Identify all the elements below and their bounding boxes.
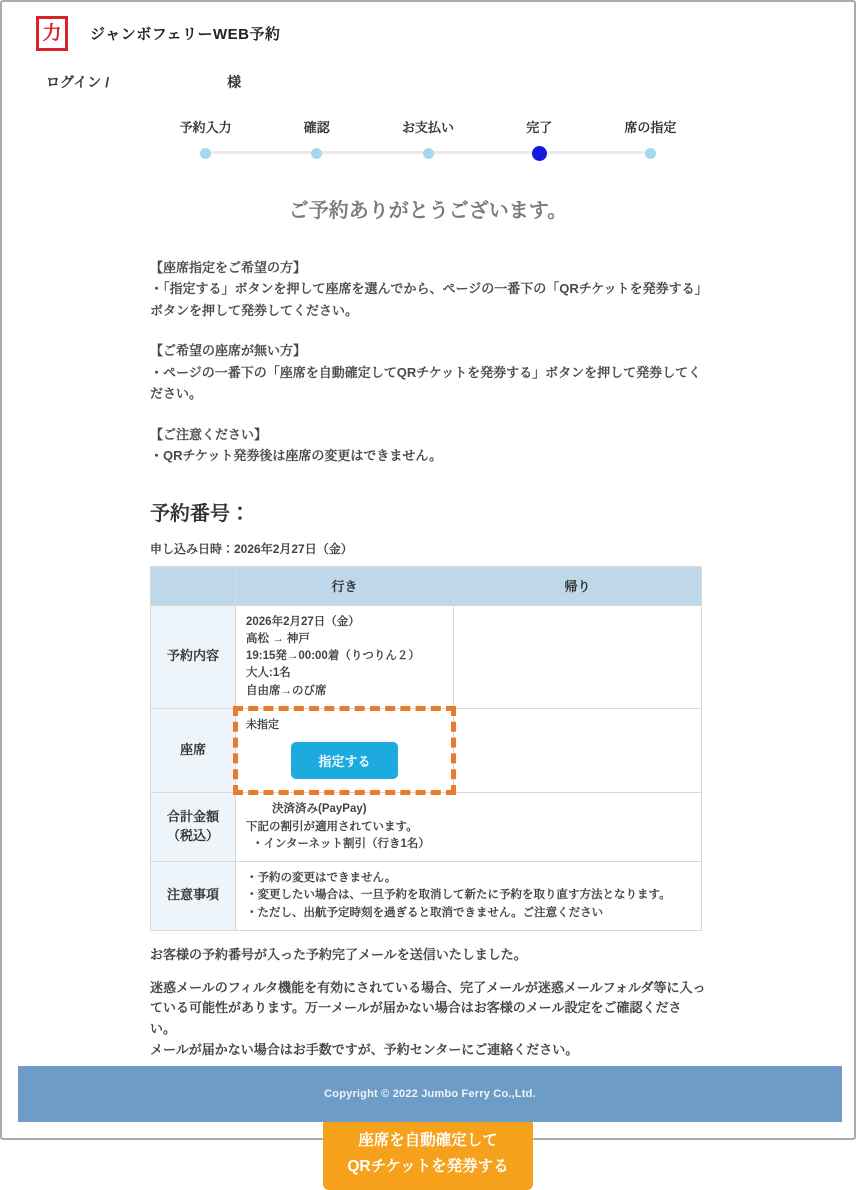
notes-cell (236, 862, 702, 931)
step-label: 予約入力 (179, 120, 232, 135)
instruction-no-seat (150, 340, 706, 404)
discount-note: 下記の割引が適用されています。 (246, 820, 418, 833)
total-label-line1: 合計金額 (166, 809, 219, 825)
seat-return-cell (454, 708, 702, 793)
step-label: お支払い (402, 120, 455, 135)
step-dot (645, 148, 656, 159)
app-title: ジャンボフェリーWEB予約 (90, 26, 281, 43)
jumbo-ferry-logo-icon (36, 16, 68, 51)
instruction-seat-select (150, 257, 706, 321)
row-label-details: 予約内容 (151, 605, 236, 708)
login-link[interactable]: ログイン / (46, 74, 110, 90)
auto-confirm-line1: 座席を自動確定して (358, 1131, 498, 1149)
spam-note-line2: メールが届かない場合はお手数ですが、予約センターにご連絡ください。 (150, 1041, 579, 1057)
step-confirm (261, 117, 372, 161)
reservation-table (150, 566, 702, 931)
row-label-total (151, 793, 236, 862)
details-date: 2026年2月27日（金） (246, 615, 360, 628)
row-booking-details (151, 605, 702, 708)
header-cell-empty (151, 566, 236, 605)
details-seat-class: 自由席→のび席 (246, 684, 327, 697)
instruction-heading: 【座席指定をご希望の方】 (150, 260, 307, 275)
instruction-heading: 【ご希望の座席が無い方】 (150, 343, 307, 359)
details-times: 19:15発→00:00着（りつりん２） (246, 650, 420, 662)
instruction-body: ・QRチケット発券後は座席の変更はできません。 (150, 448, 443, 464)
thanks-heading: ご予約ありがとうございます。 (288, 200, 568, 222)
instructions (150, 257, 706, 467)
seat-outbound-cell (236, 708, 454, 793)
copyright-text: Copyright © 2022 Jumbo Ferry Co.,Ltd. (324, 1088, 536, 1100)
spam-note (150, 978, 706, 1061)
note-line: ・変更したい場合は、一旦予約を取消して新たに予約を取り直す方法となります。 (246, 889, 671, 902)
details-return-cell (454, 605, 702, 708)
header-cell-outbound: 行き (236, 566, 454, 605)
row-total (151, 793, 702, 862)
table-header-row (151, 566, 702, 605)
step-dot (423, 148, 434, 159)
row-seat (151, 708, 702, 793)
details-passengers: 大人:1名 (246, 667, 291, 680)
user-honorific: 様 (227, 74, 242, 90)
instruction-body: ・ページの一番下の「座席を自動確定してQRチケットを発券する」ボタンを押して発券してください。 (150, 364, 702, 402)
step-booking-input (150, 117, 261, 161)
step-dot (311, 148, 322, 159)
main-content (150, 257, 706, 1190)
header-cell-return: 帰り (454, 566, 702, 605)
payment-status: 決済済み(PayPay) (272, 803, 367, 816)
step-dot (200, 148, 211, 159)
step-label: 完了 (526, 120, 553, 135)
details-route: 高松 → 神戸 (246, 632, 310, 645)
instruction-heading: 【ご注意ください】 (150, 426, 268, 442)
spam-note-line1: 迷惑メールのフィルタ機能を有効にされている場合、完了メールが迷惑メールフォルダ等に入っている可能性があります。万一メールが届かない場合はお客様のメール設定をご確認ください。 (150, 979, 706, 1037)
discount-item: ・インターネット割引（行き1名） (252, 837, 430, 850)
seat-status: 未指定 (246, 718, 279, 731)
row-label-seat: 座席 (151, 708, 236, 793)
note-line: ・ただし、出航予定時刻を過ぎると取消できません。ご注意ください (246, 906, 604, 919)
footer (18, 1066, 842, 1122)
auto-confirm-qr-ticket-button[interactable] (323, 1118, 532, 1190)
assign-seat-button[interactable]: 指定する (291, 742, 397, 779)
logo-glyph: 力 (42, 23, 62, 44)
step-label: 確認 (303, 120, 330, 135)
step-payment (372, 117, 483, 161)
brand (2, 2, 854, 51)
row-notes (151, 862, 702, 931)
step-dot-active (532, 146, 547, 161)
details-outbound-cell (236, 605, 454, 708)
auto-confirm-line2: QRチケットを発券する (347, 1157, 509, 1175)
progress-stepper (150, 117, 706, 161)
step-seat-select (595, 117, 706, 161)
booking-number-label: 予約番号： (150, 502, 250, 525)
mail-sent-text: お客様の予約番号が入った予約完了メールを送信いたしました。 (150, 946, 527, 962)
login-row (46, 72, 854, 92)
row-label-notes: 注意事項 (151, 862, 236, 931)
step-label: 席の指定 (624, 120, 677, 135)
instruction-caution (150, 424, 706, 467)
note-line: ・予約の変更はできません。 (246, 872, 397, 884)
step-complete-active (484, 117, 595, 161)
applied-datetime: 申し込み日時：2026年2月27日（金） (150, 541, 353, 556)
header (2, 2, 854, 92)
instruction-body: ・「指定する」ボタンを押して座席を選んでから、ページの一番下の「QRチケットを発券する」ボタンを押して発券してください。 (150, 281, 702, 318)
total-cell (236, 793, 702, 862)
total-label-line2: （税込） (166, 828, 219, 844)
